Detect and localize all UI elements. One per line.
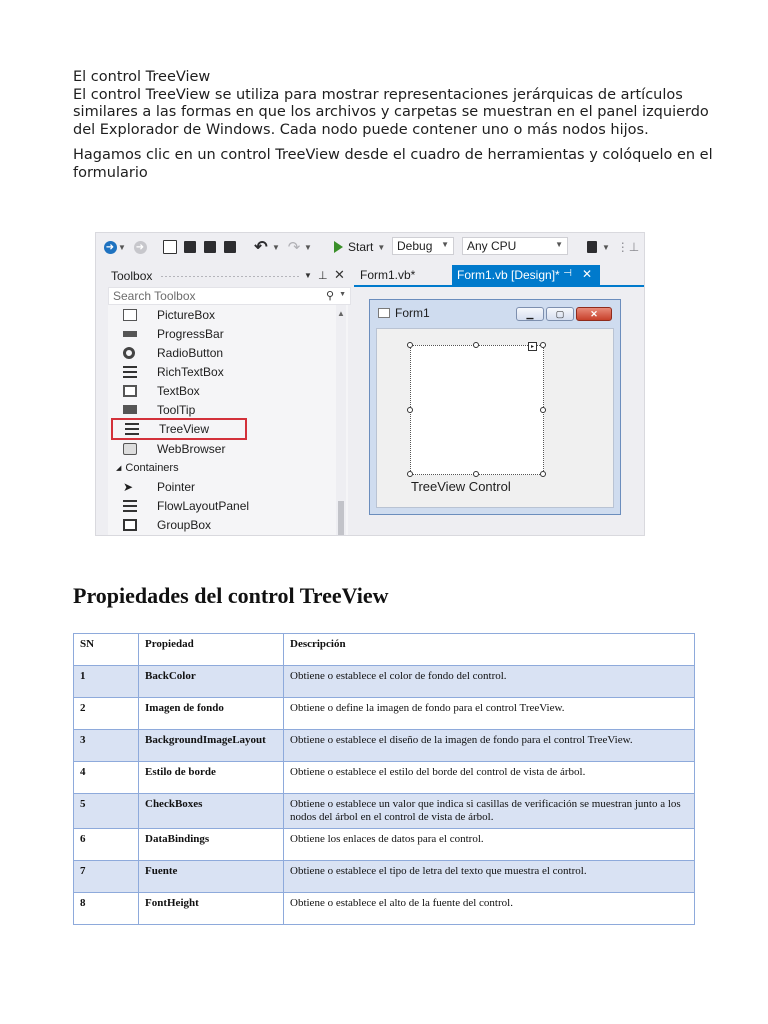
toolbox-scrollbar[interactable] [336, 305, 346, 535]
intro-section [73, 69, 713, 182]
cell-property: Fuente [139, 861, 284, 893]
smart-tag-icon[interactable]: ▸ [528, 342, 537, 351]
forward-arrow-icon: ➜ [134, 241, 147, 254]
treeview-caption: TreeView Control [411, 479, 511, 494]
search-icon: ⚲ [325, 290, 334, 302]
tab-label: Form1.vb [Design]* [457, 268, 560, 282]
table-row [74, 762, 695, 794]
cell-property: CheckBoxes [139, 794, 284, 829]
cell-sn: 2 [74, 698, 139, 730]
scroll-up-icon[interactable]: ▲ [337, 309, 345, 318]
cell-property: DataBindings [139, 829, 284, 861]
cell-description: Obtiene o establece el alto de la fuente del control. [284, 893, 695, 925]
cell-description: Obtiene o establece el estilo del borde del control de vista de árbol. [284, 762, 695, 794]
toolbox-search-input[interactable] [108, 287, 351, 305]
cell-property: Estilo de borde [139, 762, 284, 794]
back-button[interactable] [102, 239, 118, 255]
table-header-row [74, 634, 695, 666]
toolbox-item-picturebox[interactable] [108, 305, 344, 324]
toolbox-search-placeholder: Search Toolbox [113, 289, 196, 303]
find-dropdown[interactable] [602, 239, 610, 255]
collapse-triangle-icon: ◢ [116, 464, 122, 472]
chevron-down-icon: ▼ [339, 291, 346, 298]
new-project-button[interactable] [162, 239, 178, 255]
intro-heading: El control TreeView [73, 69, 211, 85]
richtextbox-icon [123, 366, 137, 378]
tooltip-icon [123, 405, 137, 414]
toolbox-item-textbox[interactable] [108, 381, 344, 400]
minimize-icon: ▁ [526, 309, 534, 319]
tab-form1-code[interactable] [354, 265, 450, 285]
cell-description: Obtiene o establece un valor que indica si casillas de verificación se muestran junto a los nodos del árbol en el control de vista de árbol. [284, 794, 695, 829]
ide-screenshot [95, 232, 645, 536]
toolbox-item-pointer[interactable] [108, 477, 344, 496]
cell-sn: 8 [74, 893, 139, 925]
minimize-button[interactable] [516, 307, 544, 321]
cell-sn: 5 [74, 794, 139, 829]
chevron-down-icon: ▼ [377, 242, 386, 252]
picturebox-icon [123, 309, 137, 321]
back-arrow-icon: ➜ [104, 241, 117, 254]
cell-property: BackColor [139, 666, 284, 698]
save-button[interactable] [202, 239, 218, 255]
toolbox-group-label: Containers [125, 461, 179, 474]
undo-dropdown[interactable] [272, 239, 280, 255]
toolbox-item-groupbox[interactable] [108, 515, 344, 534]
toolbox-item-label: TreeView [159, 422, 210, 436]
cell-description: Obtiene o establece el tipo de letra del texto que muestra el control. [284, 861, 695, 893]
cell-property: BackgroundImageLayout [139, 730, 284, 762]
find-icon [587, 241, 597, 253]
tab-form1-design[interactable] [452, 265, 600, 285]
form-title: Form1 [395, 306, 430, 320]
configuration-combo[interactable] [392, 237, 454, 255]
toolbox-item-radiobutton[interactable] [108, 343, 344, 362]
table-row [74, 730, 695, 762]
save-icon [204, 241, 216, 253]
chevron-down-icon: ▼ [441, 240, 449, 249]
toolbar-overflow[interactable] [618, 239, 638, 255]
close-icon: ✕ [590, 309, 598, 319]
maximize-button[interactable] [546, 307, 574, 321]
toolbox-item-label: GroupBox [157, 517, 212, 532]
scrollbar-thumb[interactable] [338, 501, 344, 535]
tab-label: Form1.vb* [360, 268, 416, 282]
toolbox-item-label: RichTextBox [157, 364, 224, 379]
properties-table [73, 633, 695, 925]
toolbox-group-containers[interactable] [116, 458, 179, 477]
designer-surface [354, 287, 644, 535]
toolbox-header [96, 265, 351, 287]
form-client-area [376, 328, 614, 508]
pin-icon[interactable]: ⊥ [318, 270, 328, 282]
radiobutton-icon [123, 347, 135, 359]
header-description: Descripción [284, 634, 695, 666]
cell-sn: 1 [74, 666, 139, 698]
cell-sn: 6 [74, 829, 139, 861]
cell-description: Obtiene o establece el diseño de la imagen de fondo para el control TreeView. [284, 730, 695, 762]
table-row [74, 794, 695, 829]
ide-toolbar [96, 233, 644, 261]
webbrowser-icon [123, 443, 137, 455]
platform-value: Any CPU [467, 239, 517, 253]
toolbox-item-label: FlowLayoutPanel [157, 498, 250, 513]
toolbox-title: Toolbox [111, 269, 153, 283]
open-file-icon [184, 241, 196, 253]
resize-handle[interactable] [473, 471, 479, 477]
close-icon[interactable]: ✕ [581, 267, 592, 281]
form-title-bar [378, 306, 430, 320]
toolbox-item-richtextbox[interactable] [108, 362, 344, 381]
toolbox-item-label: TextBox [157, 383, 200, 398]
toolbox-item-label: PictureBox [157, 307, 216, 322]
grip-icon: ⋮⊥ [616, 240, 640, 254]
cell-sn: 4 [74, 762, 139, 794]
toolbox-item-label: ProgressBar [157, 326, 224, 341]
intro-paragraph-2: Hagamos clic en un control TreeView desde el cuadro de herramientas y colóquelo en el formulario [73, 147, 713, 181]
back-dropdown[interactable] [118, 239, 126, 255]
table-row [74, 829, 695, 861]
toolbox-list [108, 305, 348, 535]
table-row [74, 893, 695, 925]
new-project-icon [163, 240, 177, 254]
toolbox-menu-icon[interactable]: ▼ [304, 271, 312, 280]
pointer-icon: ➤ [123, 479, 134, 494]
cell-property: FontHeight [139, 893, 284, 925]
header-sn: SN [74, 634, 139, 666]
cell-description: Obtiene o define la imagen de fondo para el control TreeView. [284, 698, 695, 730]
save-all-icon [224, 241, 236, 253]
form-icon [378, 308, 390, 318]
textbox-icon [123, 385, 137, 397]
chevron-down-icon: ▼ [272, 242, 280, 252]
resize-handle[interactable] [540, 342, 546, 348]
open-file-button[interactable] [182, 239, 198, 255]
redo-icon: ↷ [287, 239, 301, 256]
flowlayoutpanel-icon [123, 500, 137, 512]
resize-handle[interactable] [407, 407, 413, 413]
treeview-control[interactable] [410, 345, 544, 475]
section-title: Propiedades del control TreeView [73, 583, 389, 608]
save-all-button[interactable] [222, 239, 238, 255]
treeview-icon [125, 423, 139, 435]
close-button[interactable] [576, 307, 612, 321]
maximize-icon: ▢ [555, 309, 565, 319]
redo-button[interactable] [286, 239, 302, 255]
chevron-down-icon: ▼ [304, 242, 312, 252]
play-icon [334, 241, 343, 253]
configuration-value: Debug [397, 239, 433, 253]
toolbox-item-tooltip[interactable] [108, 400, 344, 419]
cell-description: Obtiene o establece el color de fondo del control. [284, 666, 695, 698]
resize-handle[interactable] [407, 342, 413, 348]
chevron-down-icon: ▼ [118, 242, 126, 252]
toolbox-item-label: WebBrowser [157, 441, 226, 456]
toolbox-item-webbrowser[interactable] [108, 439, 344, 458]
chevron-down-icon: ▼ [602, 242, 610, 252]
redo-dropdown[interactable] [304, 239, 312, 255]
header-property: Propiedad [139, 634, 284, 666]
cell-property: Imagen de fondo [139, 698, 284, 730]
chevron-down-icon: ▼ [555, 240, 563, 249]
document-tabs [354, 265, 644, 285]
resize-handle[interactable] [473, 342, 479, 348]
close-icon[interactable]: ✕ [334, 267, 345, 282]
form-window[interactable] [369, 299, 621, 515]
cell-sn: 7 [74, 861, 139, 893]
forward-button[interactable] [132, 239, 148, 255]
start-button[interactable] [334, 239, 386, 255]
toolbox-item-progressbar[interactable] [108, 324, 344, 343]
cell-description: Obtiene los enlaces de datos para el control. [284, 829, 695, 861]
resize-handle[interactable] [540, 407, 546, 413]
toolbox-item-label: RadioButton [157, 345, 224, 360]
start-label: Start [348, 240, 374, 254]
undo-button[interactable] [252, 239, 270, 255]
toolbox-item-flowlayoutpanel[interactable] [108, 496, 344, 515]
intro-paragraph-1: El control TreeView se utiliza para mostrar representaciones jerárquicas de artículos similares a las formas en que los archivos y carpetas se muestran en el panel izquierdo del Explorador de Windows. Cada nodo puede contener uno o más nodos hijos. [73, 86, 709, 138]
cell-sn: 3 [74, 730, 139, 762]
table-row [74, 861, 695, 893]
platform-combo[interactable] [462, 237, 568, 255]
progressbar-icon [123, 331, 137, 337]
resize-handle[interactable] [540, 471, 546, 477]
toolbox-item-label: ToolTip [157, 402, 196, 417]
find-button[interactable] [584, 239, 600, 255]
toolbox-item-label: Pointer [157, 479, 196, 494]
table-row [74, 698, 695, 730]
table-row [74, 666, 695, 698]
undo-icon: ↶ [254, 239, 268, 256]
pin-icon[interactable]: ⊣ [563, 268, 572, 279]
resize-handle[interactable] [407, 471, 413, 477]
toolbox-grip[interactable] [160, 275, 300, 278]
groupbox-icon [123, 519, 137, 531]
toolbox-item-treeview[interactable] [111, 418, 247, 440]
